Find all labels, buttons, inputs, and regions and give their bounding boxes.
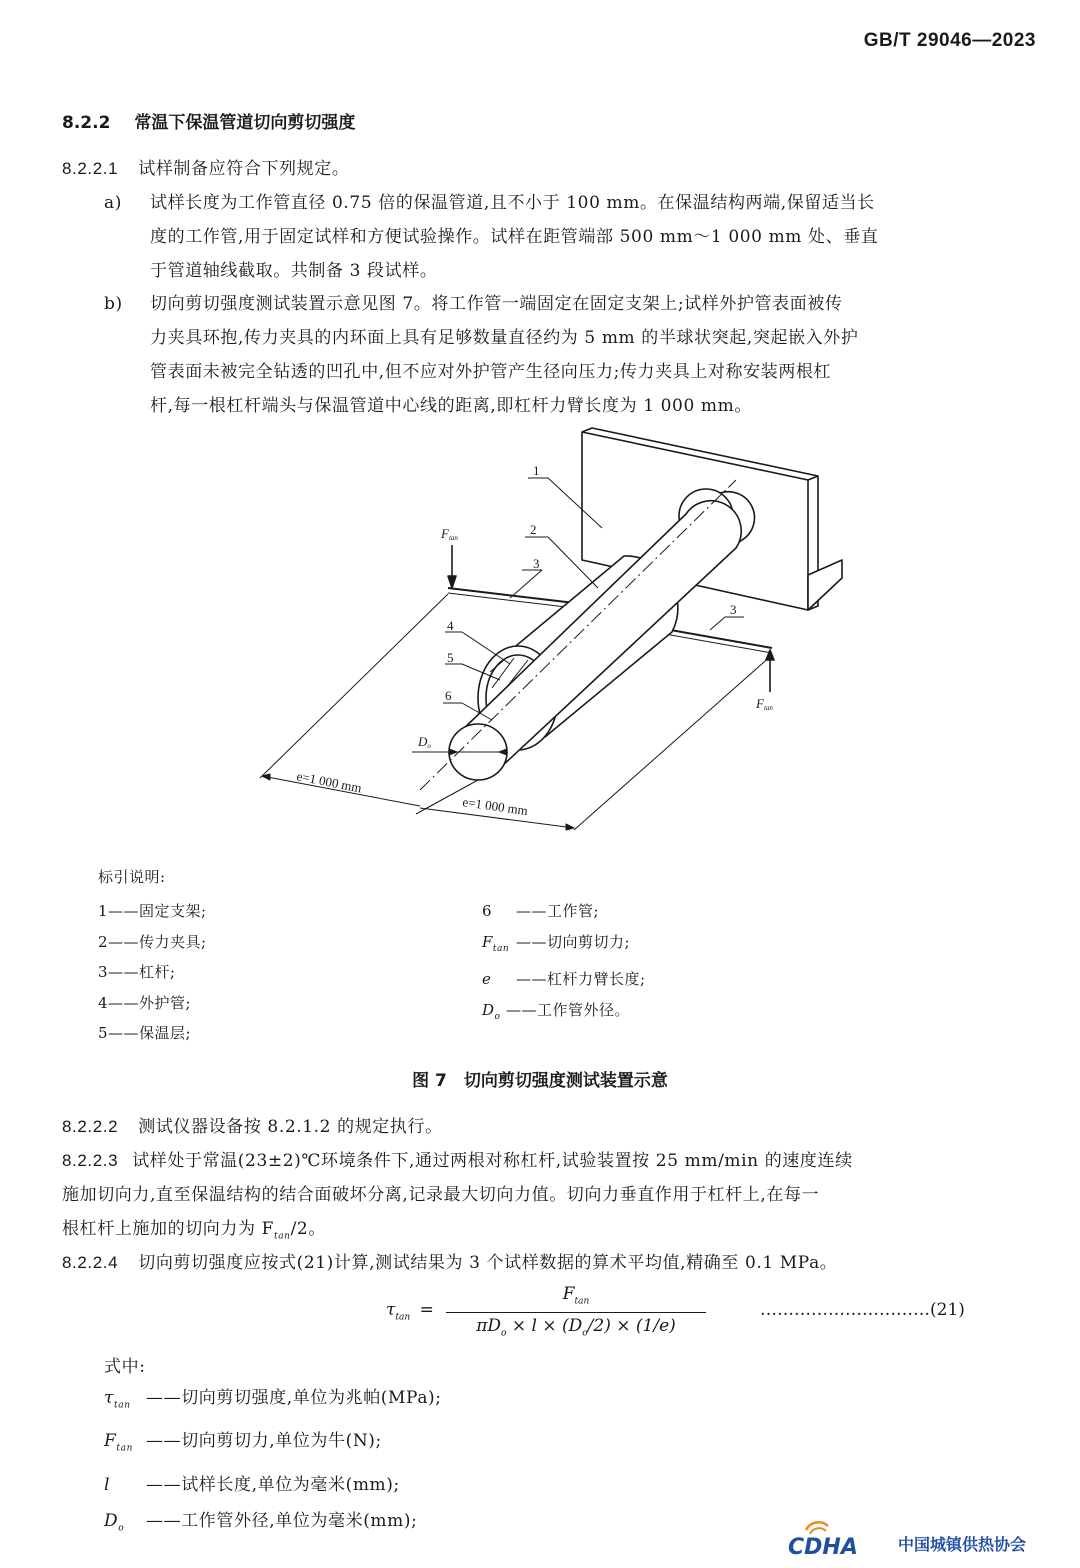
item-a-marker: a) (104, 193, 122, 213)
label-1: 1 (533, 463, 540, 478)
cdha-logo (788, 1520, 1068, 1560)
item-b-line: 管表面未被完全钻透的凹孔中,但不应对外护管产生径向压力;传力夹具上对称安装两根杠 (150, 362, 832, 382)
key-item: 2——传力夹具; (98, 932, 207, 951)
label-6: 6 (445, 688, 452, 703)
key-item: 3——杠杆; (98, 963, 176, 981)
fraction-bar (446, 1312, 706, 1313)
clause-8-2-2-2: 8.2.2.2 测试仪器设备按 8.2.1.2 的规定执行。 (62, 1117, 443, 1137)
key-item: 5——保温层; (98, 1024, 192, 1042)
force-label-left: Ftan (441, 526, 458, 542)
where-item: l ——试样长度,单位为毫米(mm); (104, 1474, 400, 1495)
item-a (150, 186, 1040, 288)
cdha-mark-icon (788, 1520, 892, 1560)
label-5: 5 (447, 650, 454, 665)
svg-text:CDHA: CDHA (788, 1535, 858, 1560)
item-a-line: 试样长度为工作管直径 0.75 倍的保温管道,且不小于 100 mm。在保温结构两端,保留适当长 (150, 193, 875, 213)
item-a-line: 度的工作管,用于固定试样和方便试验操作。试样在距管端部 500 mm～1 000 mm 处、垂直 (150, 227, 879, 247)
label-4: 4 (447, 618, 454, 633)
where-list (104, 1380, 442, 1546)
formula-denominator: $\pi D_o \times l \times (D_o/2) \times (1/e)$ (476, 1316, 676, 1339)
where-item: $D_o$ ——工作管外径,单位为毫米(mm); (104, 1510, 418, 1534)
key-left-list (98, 896, 207, 1049)
dim-label-left: e=1 000 mm (295, 768, 363, 796)
formula-number: …………………………(21) (760, 1300, 965, 1320)
label-2: 2 (530, 522, 537, 537)
key-item: $D_o$ ——工作管外径。 (482, 1000, 631, 1022)
section-title: 常温下保温管道切向剪切强度 (134, 113, 356, 133)
figure-caption: 图 7 切向剪切强度测试装置示意 (412, 1071, 668, 1091)
clause-8-2-2-4: 8.2.2.4 切向剪切强度应按式(21)计算,测试结果为 3 个试样数据的算术平均值,精确至 0.1 MPa。 (62, 1253, 838, 1273)
item-b-line: 切向剪切强度测试装置示意见图 7。将工作管一端固定在固定支架上;试样外护管表面被传 (150, 294, 843, 314)
key-item: e ——杠杆力臂长度; (482, 970, 646, 988)
key-item: 1——固定支架; (98, 902, 207, 920)
test-device-diagram (0, 420, 1080, 850)
clause-8-2-2-3: 8.2.2.3 试样处于常温(23±2)℃环境条件下,通过两根对称杠杆,试验装置按 25 mm/min 的速度连续 施加切向力,直至保温结构的结合面破坏分离,记录最大切向力值。切向力垂直作用于杠杆上,在每一 根杠杆上施加的切向力为 $F_{tan}/2$。 (62, 1151, 853, 1242)
formula-lhs: $\tau_{tan}$ = (386, 1300, 434, 1323)
label-3-right: 3 (730, 602, 737, 617)
key-right-list (482, 896, 646, 1032)
section-heading (62, 108, 355, 133)
clause-number: 8.2.2.1 (62, 159, 119, 178)
key-item: $F_{tan}$ ——切向剪切力; (482, 932, 631, 954)
section-number: 8.2.2 (62, 113, 111, 133)
where-title: 式中: (104, 1357, 146, 1377)
key-title: 标引说明: (98, 868, 166, 886)
clause-8-2-2-1 (62, 152, 349, 186)
standard-code: GB/T 29046—2023 (863, 30, 1036, 51)
clause-text: 试样制备应符合下列规定。 (138, 159, 350, 179)
formula-numerator: $F_{tan}$ (562, 1284, 590, 1307)
item-b-line: 杆,每一根杠杆端头与保温管道中心线的距离,即杠杆力臂长度为 1 000 mm。 (150, 396, 752, 416)
diameter-label: Do (418, 734, 431, 750)
logo-text: 中国城镇供热协会 (898, 1535, 1027, 1554)
where-item: $\tau_{tan}$ ——切向剪切强度,单位为兆帕(MPa); (104, 1388, 442, 1411)
item-a-line: 于管道轴线截取。共制备 3 段试样。 (150, 261, 438, 281)
key-item: 6 ——工作管; (482, 902, 600, 920)
item-b (150, 287, 1040, 423)
label-3-left: 3 (533, 556, 540, 571)
item-b-line: 力夹具环抱,传力夹具的内环面上具有足够数量直径约为 5 mm 的半球状突起,突起嵌入外护 (150, 328, 859, 348)
force-label-right: Ftan (756, 696, 773, 712)
dim-label-right: e=1 000 mm (461, 794, 529, 819)
key-item: 4——外护管; (98, 993, 192, 1012)
where-item: $F_{tan}$ ——切向剪切力,单位为牛(N); (104, 1431, 382, 1454)
item-b-marker: b) (104, 294, 123, 314)
